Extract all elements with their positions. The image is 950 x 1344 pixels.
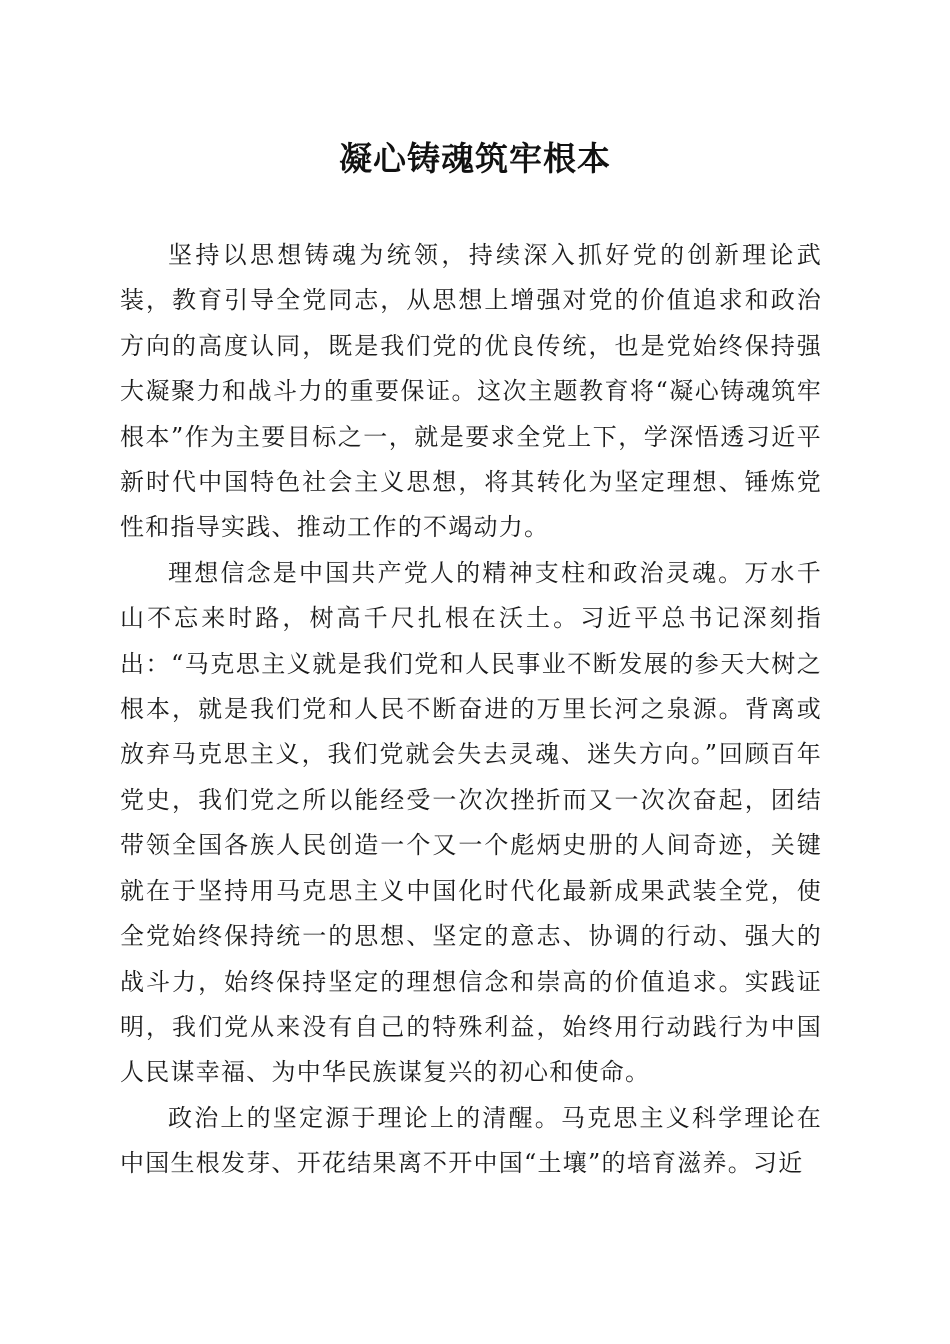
paragraph: 理想信念是中国共产党人的精神支柱和政治灵魂。万水千山不忘来时路，树高千尺扎根在沃土。习近平总书记深刻指出：“马克思主义就是我们党和人民事业不断发展的参天大树之根本，就是我们党和人民不断奋进的万里长河之泉源。背离或放弃马克思主义，我们党就会失去灵魂、迷失方向。”回顾百年党史，我们党之所以能经受一次次挫折而又一次次奋起，团结带领全国各族人民创造一个又一个彪炳史册的人间奇迹，关键就在于坚持用马克思主义中国化时代化最新成果武装全党，使全党始终保持统一的思想、坚定的意志、协调的行动、强大的战斗力，始终保持坚定的理想信念和崇高的价值追求。实践证明，我们党从来没有自己的特殊利益，始终用行动践行为中国人民谋幸福、为中华民族谋复兴的初心和使命。 xyxy=(120,558,822,1087)
paragraph: 坚持以思想铸魂为统领，持续深入抓好党的创新理论武装，教育引导全党同志，从思想上增强对党的价值追求和政治方向的高度认同，既是我们党的优良传统，也是党始终保持强大凝聚力和战斗力的重要保证。这次主题教育将“凝心铸魂筑牢根本”作为主要目标之一，就是要求全党上下，学深悟透习近平新时代中国特色社会主义思想，将其转化为坚定理想、锤炼党性和指导实践、推动工作的不竭动力。 xyxy=(120,241,822,542)
paragraph: 政治上的坚定源于理论上的清醒。马克思主义科学理论在中国生根发芽、开花结果离不开中国“土壤”的培育滋养。习近 xyxy=(120,1103,822,1178)
document-title: 凝心铸魂筑牢根本 xyxy=(339,139,611,178)
document-body xyxy=(120,233,822,1187)
